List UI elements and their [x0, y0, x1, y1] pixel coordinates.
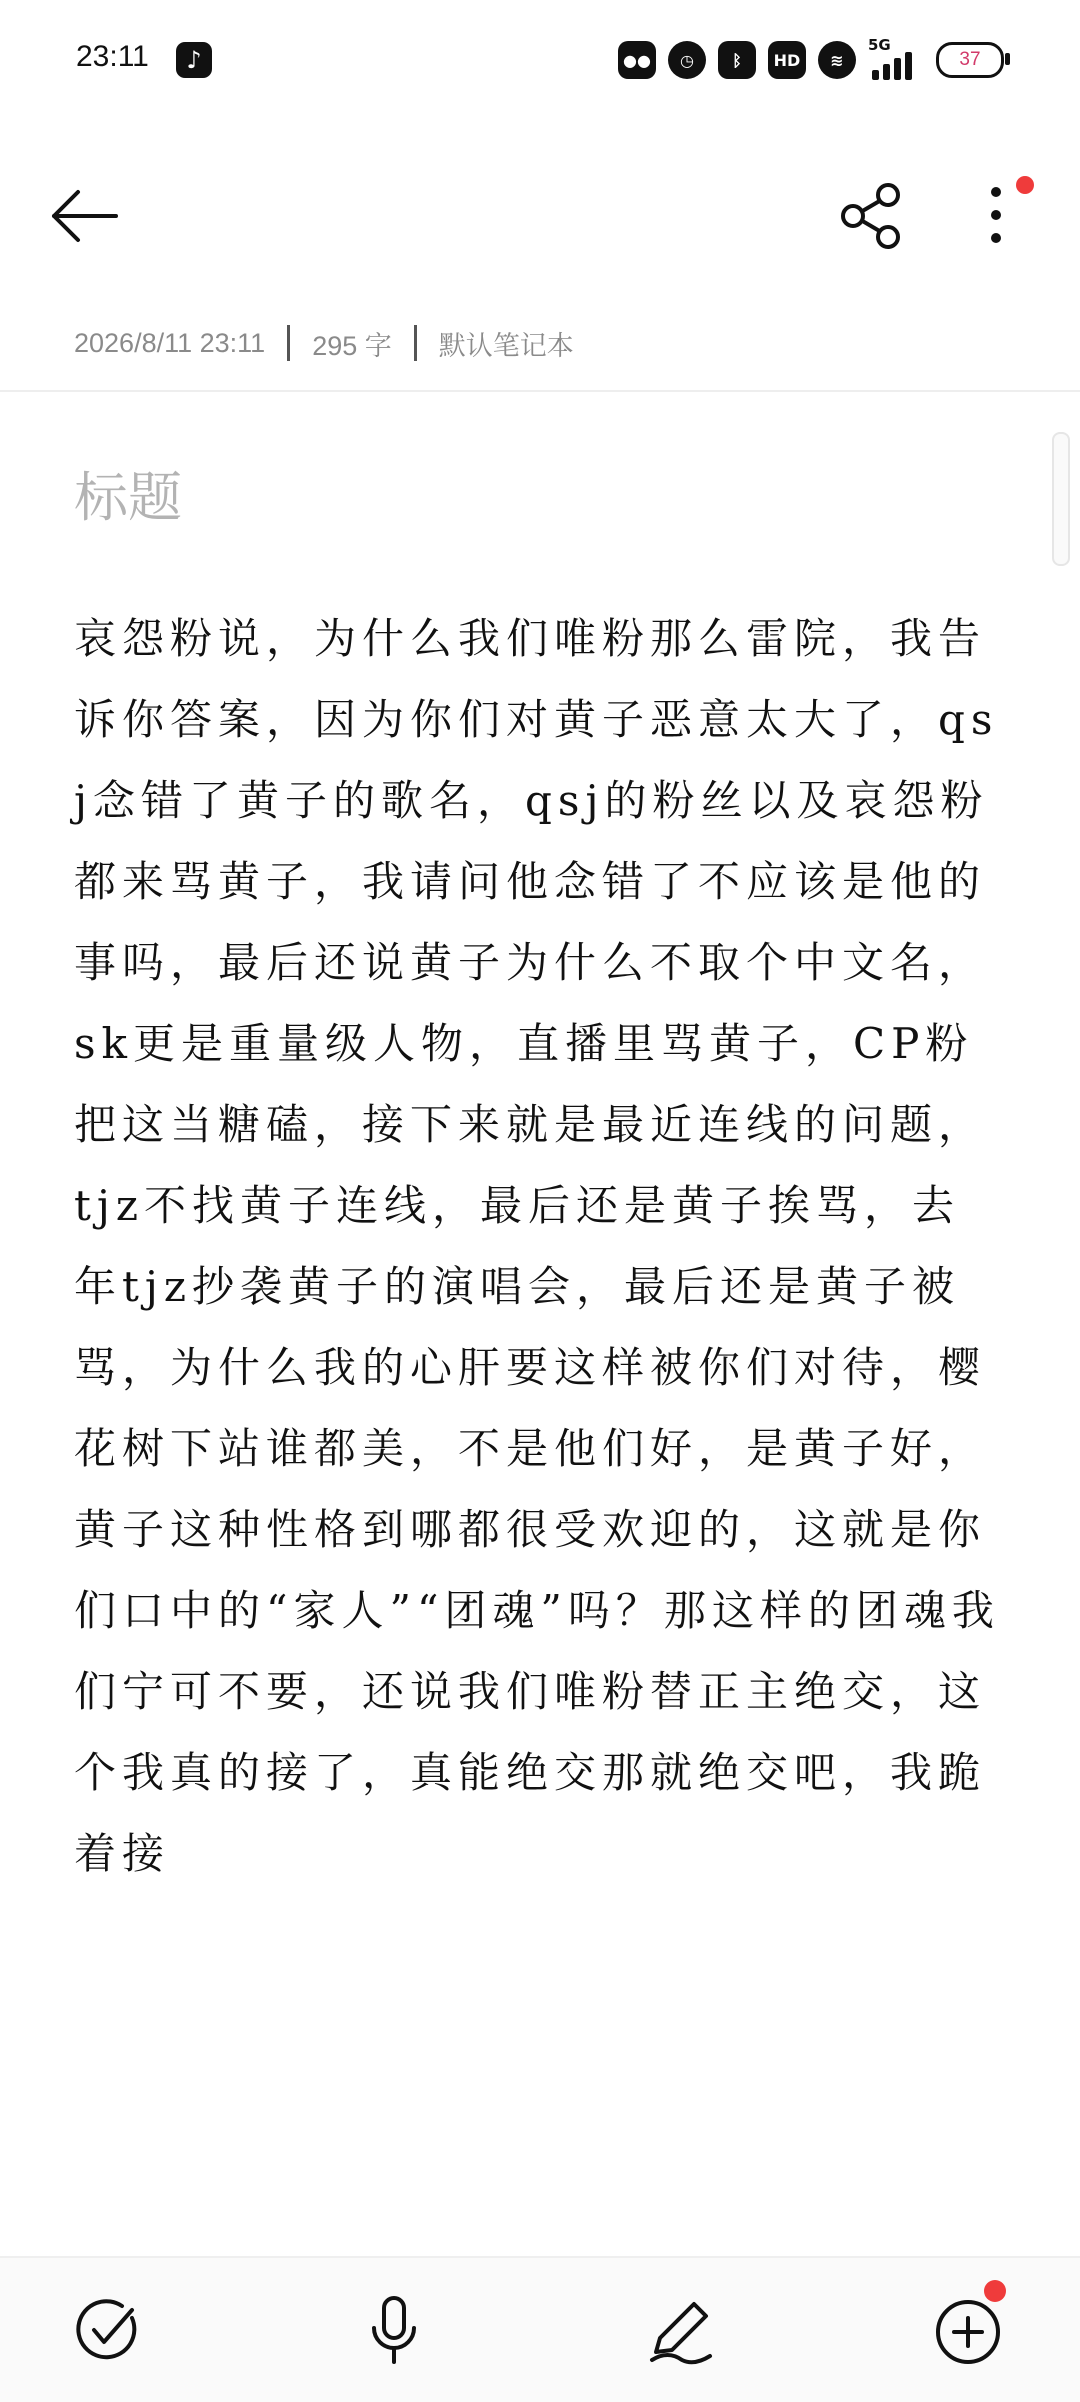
share-icon [836, 178, 906, 254]
back-button[interactable] [46, 178, 122, 254]
note-title-input[interactable]: 标题 [74, 466, 182, 529]
bluetooth-icon: ᛒ [718, 41, 756, 79]
header-divider [0, 390, 1080, 392]
pen-icon [638, 2288, 722, 2372]
battery-icon [936, 42, 1004, 78]
wifi-icon: ≋ [818, 41, 856, 79]
bottom-toolbar [0, 2256, 1080, 2402]
checklist-icon [66, 2288, 150, 2372]
note-body-editor[interactable]: 哀怨粉说，为什么我们唯粉那么雷院，我告诉你答案，因为你们对黄子恶意太大了，qsj念错了黄子的歌名，qsj的粉丝以及哀怨粉都来骂黄子，我请问他念错了不应该是他的事吗，最后还说黄子为什么不取个中文名，sk更是重量级人物，直播里骂黄子，CP粉把这当糖磕，接下来就是最近连线的问题，tjz不找黄子连线，最后还是黄子挨骂，去年tjz抄袭黄子的演唱会，最后还是黄子被骂，为什么我的心肝要这样被你们对待，樱花树下站谁都美，不是他们好，是黄子好，黄子这种性格到哪都很受欢迎的，这就是你们口中的“家人”“团魂”吗？那这样的团魂我们宁可不要，还说我们唯粉替正主绝交，这个我真的接了，真能绝交那就绝交吧，我跪着接 [74, 614, 1000, 1878]
meta-separator [414, 325, 417, 361]
handwriting-button[interactable] [638, 2288, 722, 2372]
notification-dot [1016, 176, 1034, 194]
status-time: 23:11 [76, 40, 149, 73]
tiktok-icon: ♪ [176, 42, 212, 78]
more-button[interactable] [966, 170, 1026, 260]
network-type: 5G [868, 36, 891, 54]
checklist-button[interactable] [66, 2288, 150, 2372]
note-meta [74, 318, 574, 368]
battery-level: 37 [959, 49, 981, 70]
notification-dot [984, 2280, 1006, 2302]
share-button[interactable] [836, 178, 906, 254]
alarm-icon: ◷ [668, 41, 706, 79]
notebook-selector[interactable]: 默认笔记本 [438, 330, 574, 361]
microphone-icon [352, 2288, 436, 2372]
signal-icon [868, 36, 924, 80]
voice-input-button[interactable] [352, 2288, 436, 2372]
add-button[interactable] [926, 2288, 1010, 2372]
word-count: 295 字 [312, 330, 392, 361]
status-bar [0, 0, 1080, 120]
arrow-left-icon [46, 178, 122, 254]
app-icon: ●● [618, 41, 656, 79]
scrollbar[interactable] [1052, 432, 1070, 566]
note-datetime: 2026/8/11 23:11 [74, 327, 266, 358]
hd-icon: HD [768, 41, 806, 79]
meta-separator [287, 325, 290, 361]
status-icons [618, 38, 1004, 82]
